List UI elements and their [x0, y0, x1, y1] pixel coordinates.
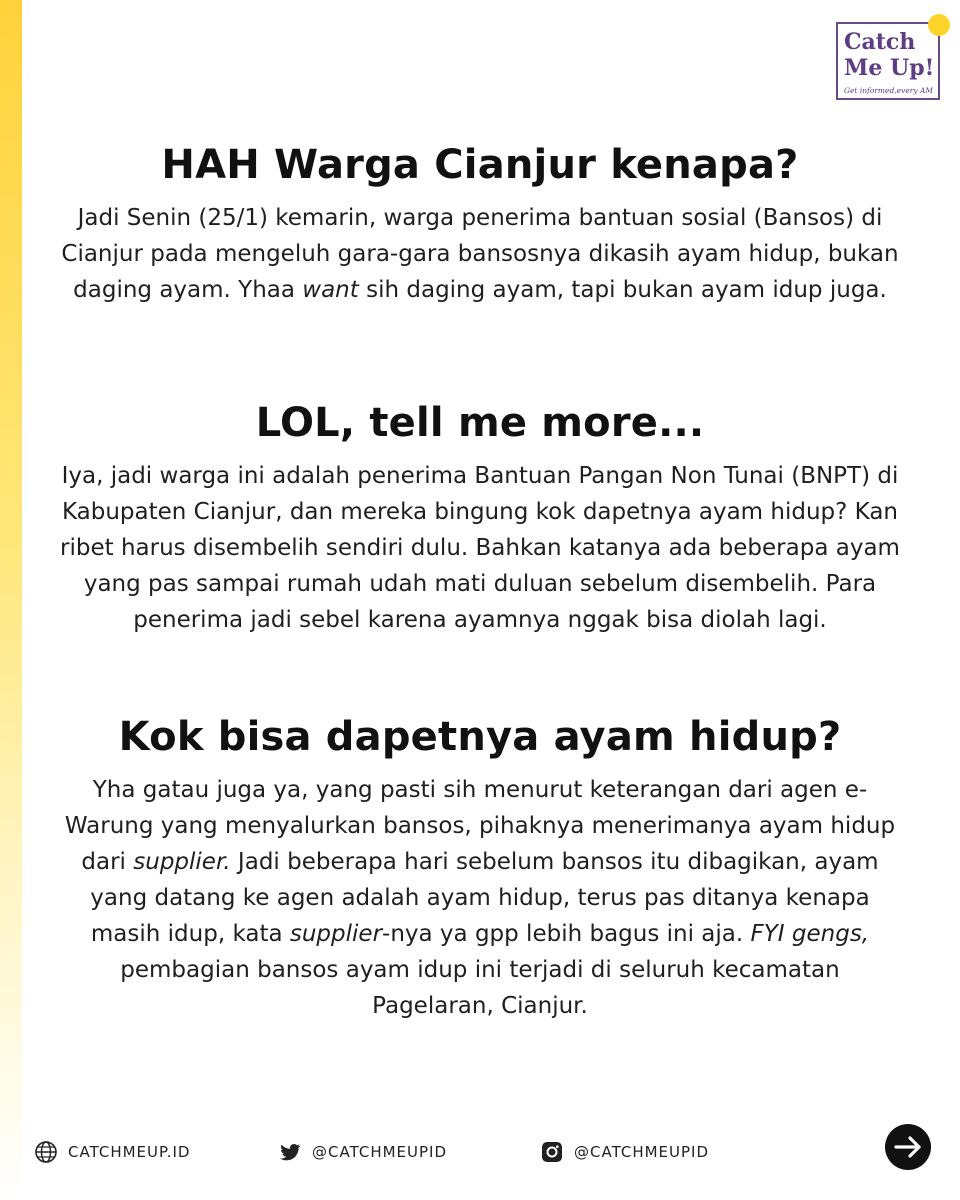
section-body: Iya, jadi warga ini adalah penerima Bantuan Pangan Non Tunai (BNPT) di Kabupaten Cianjur, dan mereka bingung kok dapetnya ayam hidup? Kan ribet harus disembelih sendiri dulu. Bahkan katanya ada beberapa ayam yang pas sampai rumah udah mati duluan sebelum disembelih. Para penerima jadi sebel karena ayamnya nggak bisa diolah lagi.: [60, 463, 900, 633]
logo-line-1: Catch: [844, 29, 916, 55]
globe-icon: [34, 1140, 58, 1164]
logo-line-2: Me Up!: [844, 55, 935, 81]
footer-twitter-label: @CATCHMEUPID: [312, 1143, 448, 1161]
body-text: Yha gatau juga ya, yang pasti sih menurut keterangan dari agen e-Warung yang menyalurkan bansos, pihaknya menerimanya ayam hidup dari: [64, 777, 896, 875]
body-emphasis: want: [302, 277, 359, 303]
section-warga-cianjur: [60, 140, 900, 308]
logo-tagline: Get informed,every AM: [844, 86, 934, 95]
body-text: pembagian bansos ayam idup ini terjadi di seluruh kecamatan Pagelaran, Cianjur.: [120, 957, 840, 1019]
section-heading: Kok bisa dapetnya ayam hidup?: [118, 714, 842, 760]
section-heading: HAH Warga Cianjur kenapa?: [161, 142, 799, 188]
section-body: [60, 772, 900, 1024]
footer-instagram-link[interactable]: [540, 1140, 709, 1164]
footer-website-label: CATCHMEUP.ID: [68, 1143, 191, 1161]
section-tell-me-more: [60, 398, 900, 638]
section-ayam-hidup: [60, 712, 900, 1024]
instagram-icon: [540, 1140, 564, 1164]
next-slide-button[interactable]: [885, 1124, 931, 1170]
logo-yellow-dot: [928, 14, 950, 36]
twitter-bird-icon: [278, 1140, 302, 1164]
arrow-right-icon: [885, 1124, 931, 1170]
body-emphasis: supplier: [289, 921, 383, 947]
catch-me-up-logo: [836, 22, 944, 102]
body-text: -nya ya gpp lebih bagus ini aja.: [382, 921, 751, 947]
body-text: Jadi Senin (25/1) kemarin, warga penerima bantuan sosial (Bansos) di Cianjur pada mengeluh gara-gara bansosnya dikasih ayam hidup, bukan daging ayam. Yhaa: [61, 205, 899, 303]
section-body: [60, 200, 900, 308]
section-heading: LOL, tell me more...: [255, 400, 705, 446]
body-emphasis: supplier.: [133, 849, 231, 875]
body-text: Jadi beberapa hari sebelum bansos itu dibagikan, ayam yang datang ke agen adalah ayam hidup, terus pas ditanya kenapa masih idup, kata: [90, 849, 879, 947]
body-text: sih daging ayam, tapi bukan ayam idup juga.: [358, 277, 887, 303]
footer-website-link[interactable]: [34, 1140, 190, 1164]
footer-instagram-label: @CATCHMEUPID: [574, 1143, 710, 1161]
body-emphasis: FYI gengs,: [750, 921, 870, 947]
footer-twitter-link[interactable]: [278, 1140, 447, 1164]
logo-frame: [836, 22, 940, 100]
left-accent-stripe: [0, 0, 22, 1200]
footer: [0, 1130, 960, 1180]
